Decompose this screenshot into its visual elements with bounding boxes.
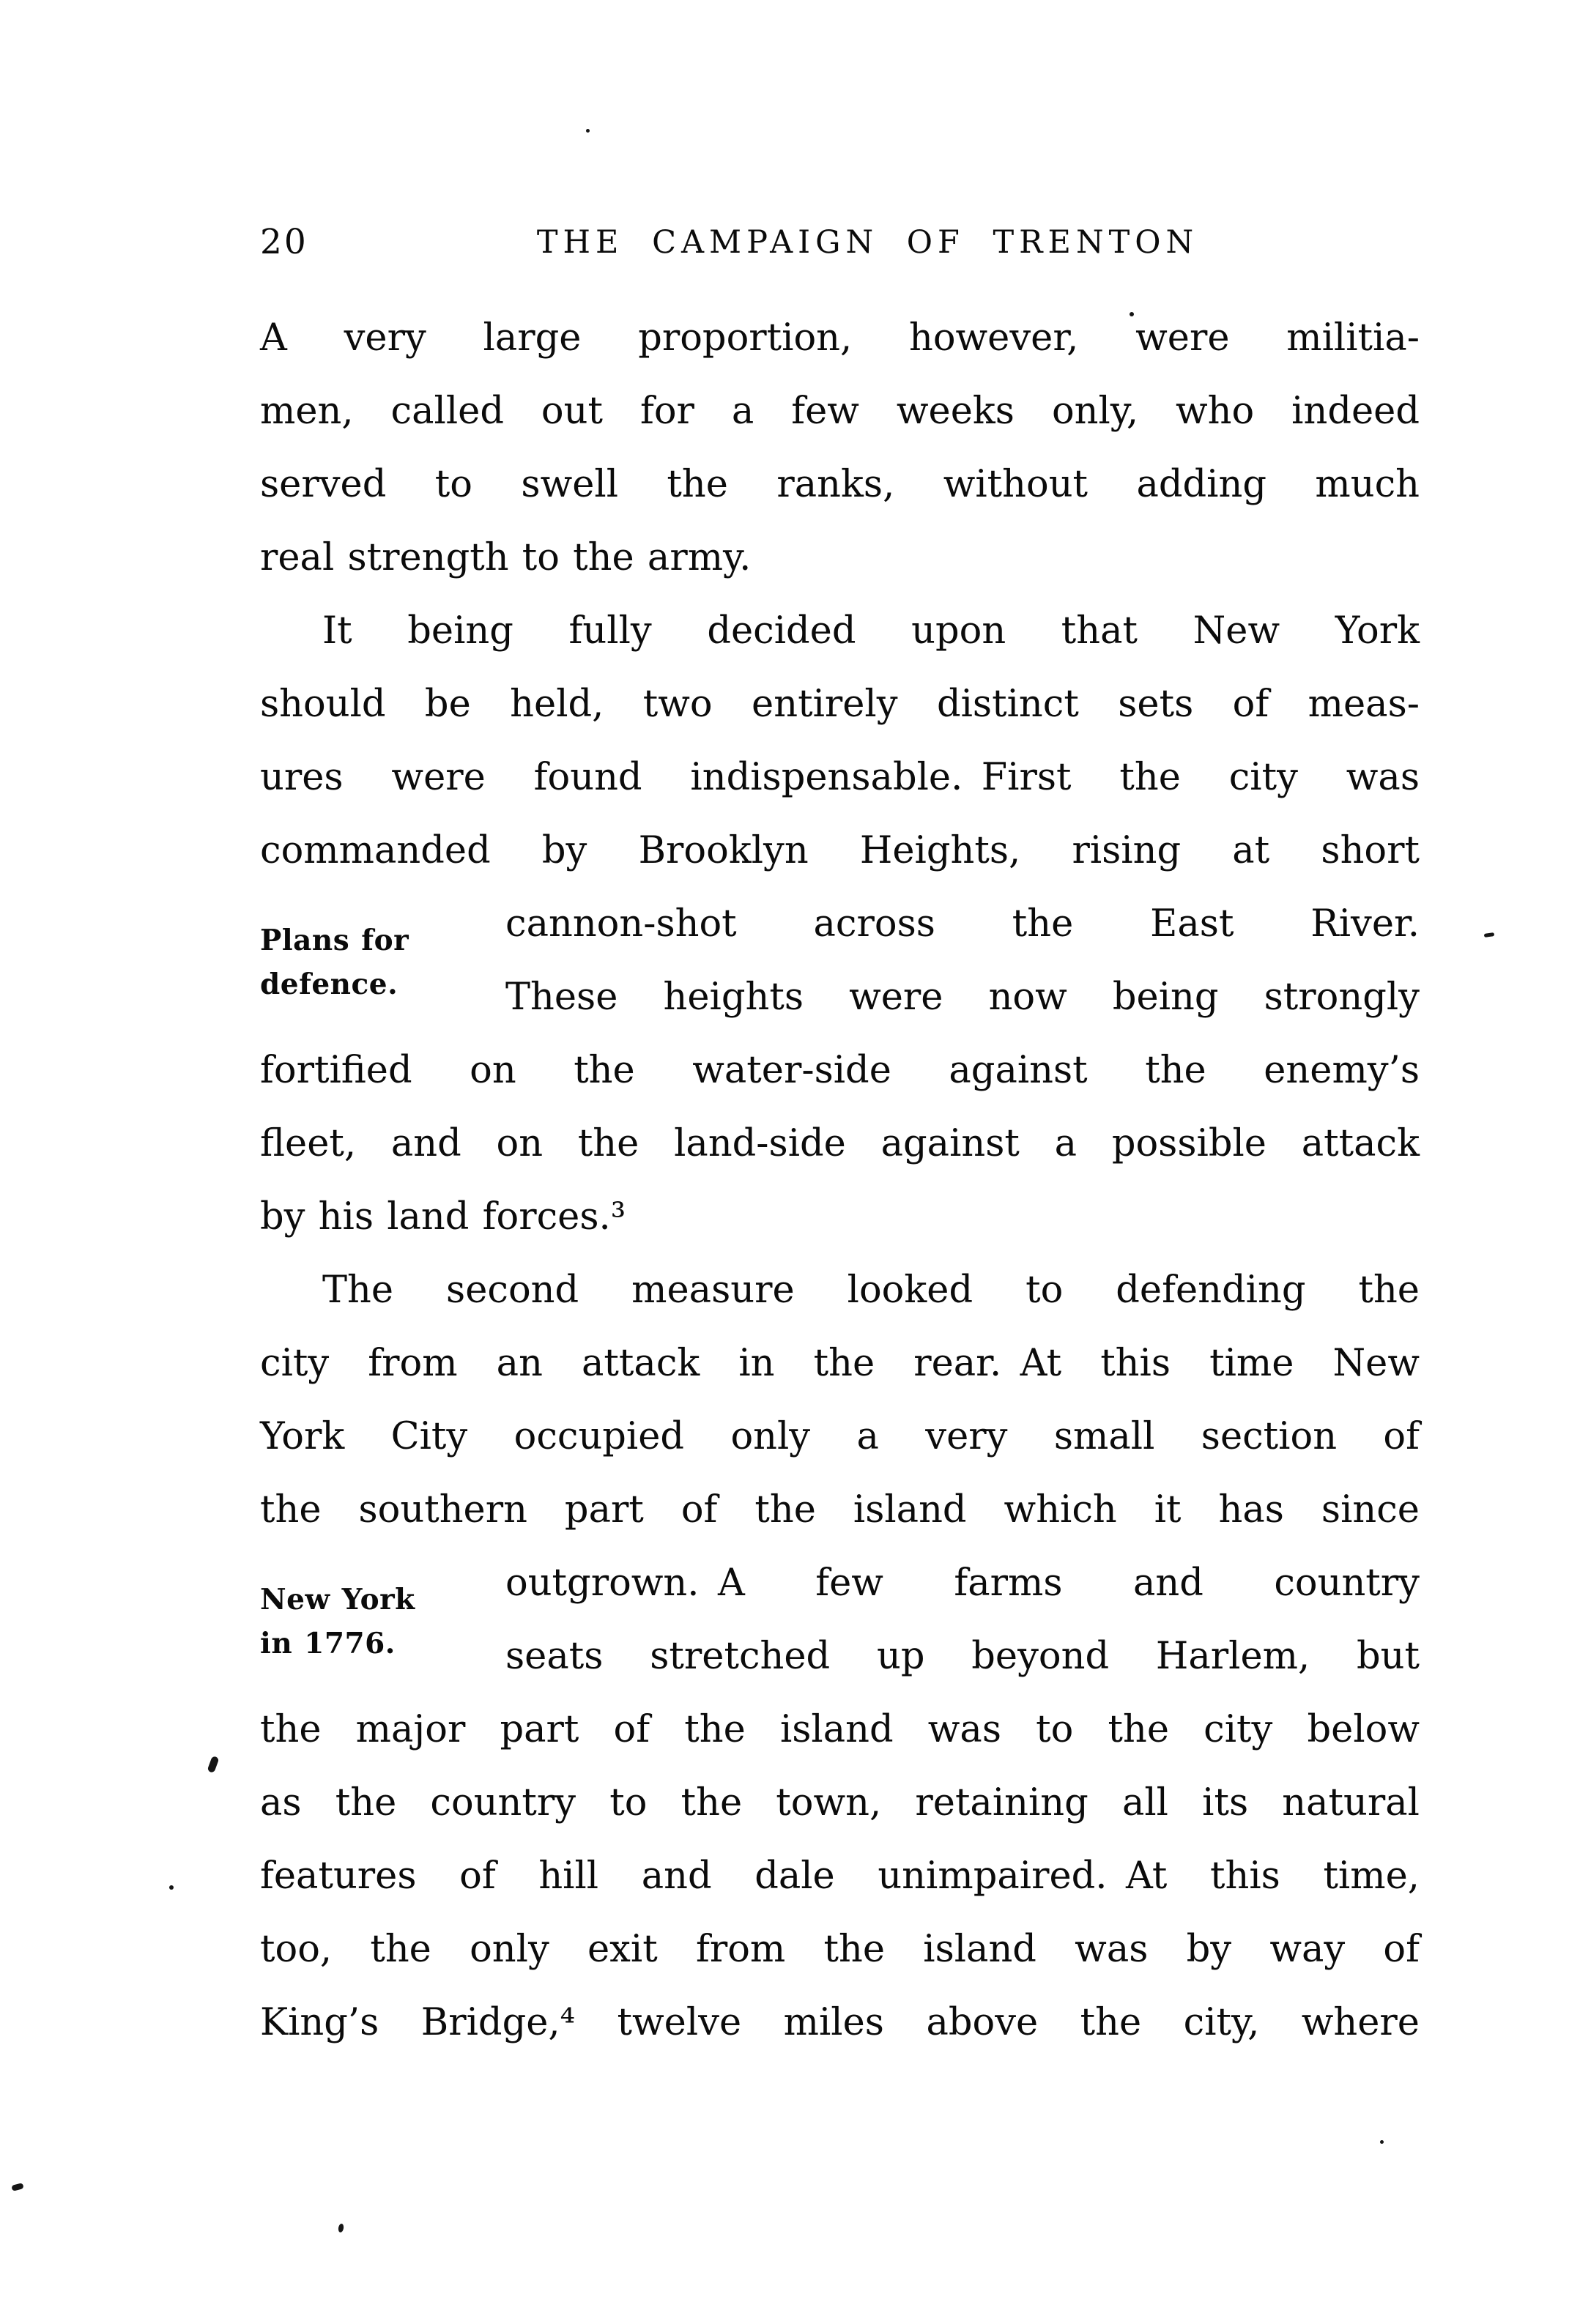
scan-speck (586, 129, 590, 133)
text-line: The second measure looked to defending the (322, 1269, 1420, 1312)
text-line: as the country to the town, retaining all its natural (260, 1781, 1420, 1824)
paragraph-second-measure (260, 1254, 1420, 2060)
text-line: York City occupied only a very small section of (260, 1415, 1420, 1458)
text-line: ures were found indispensable. First the city was (260, 756, 1420, 799)
margin-note-line: in 1776. (260, 1627, 396, 1660)
text-line: King’s Bridge,⁴ twelve miles above the city, where (260, 2001, 1420, 2044)
text-line: the southern part of the island which it has since (260, 1488, 1420, 1532)
scan-speck (11, 2183, 24, 2191)
margin-note-line: defence. (260, 968, 398, 1001)
text-line: men, called out for a few weeks only, who indeed (260, 390, 1420, 433)
text-line: cannon-shot across the East River. (505, 902, 1420, 946)
text-line: outgrown. A few farms and country (505, 1562, 1420, 1605)
text-line: by his land forces.³ (260, 1195, 626, 1239)
scan-speck (338, 2223, 344, 2232)
text-line: served to swell the ranks, without adding much (260, 463, 1420, 506)
text-line: real strength to the army. (260, 536, 752, 579)
scan-speck (169, 1885, 174, 1890)
text-line: city from an attack in the rear. At this time New (260, 1342, 1420, 1385)
text-line: A very large proportion, however, were militia- (260, 316, 1420, 360)
text-line: fleet, and on the land-side against a possible attack (260, 1122, 1420, 1165)
margin-note-new-york-1776 (260, 1578, 502, 1666)
margin-note-plans-for-defence (260, 918, 502, 1006)
noted-passage-plans-for-defence (260, 888, 1420, 1034)
text-line: the major part of the island was to the city below (260, 1708, 1420, 1751)
noted-passage-new-york-1776 (260, 1547, 1420, 1693)
running-title: THE CAMPAIGN OF TRENTON (536, 224, 1199, 261)
page-header (260, 222, 1420, 263)
paragraph-defence-plans (260, 595, 1420, 1254)
scan-speck (1130, 312, 1134, 316)
text-line: fortified on the water-side against the enemy’s (260, 1049, 1420, 1092)
scan-speck (1380, 2140, 1384, 2144)
paragraph-militiamen (260, 302, 1420, 595)
margin-note-line: Plans for (260, 924, 409, 957)
text-line: features of hill and dale unimpaired. At this time, (260, 1855, 1420, 1898)
scan-speck (207, 1756, 220, 1773)
scan-speck (1484, 932, 1495, 938)
page-number: 20 (260, 222, 308, 262)
margin-note-line: New York (260, 1583, 415, 1616)
text-column (260, 302, 1420, 2060)
text-line: commanded by Brooklyn Heights, rising at short (260, 829, 1420, 872)
text-line: These heights were now being strongly (505, 976, 1420, 1019)
text-line: It being fully decided upon that New York (322, 609, 1420, 653)
text-line: too, the only exit from the island was by way of (260, 1928, 1420, 1971)
text-line: seats stretched up beyond Harlem, but (505, 1635, 1420, 1678)
text-line: should be held, two entirely distinct sets of meas- (260, 683, 1420, 726)
